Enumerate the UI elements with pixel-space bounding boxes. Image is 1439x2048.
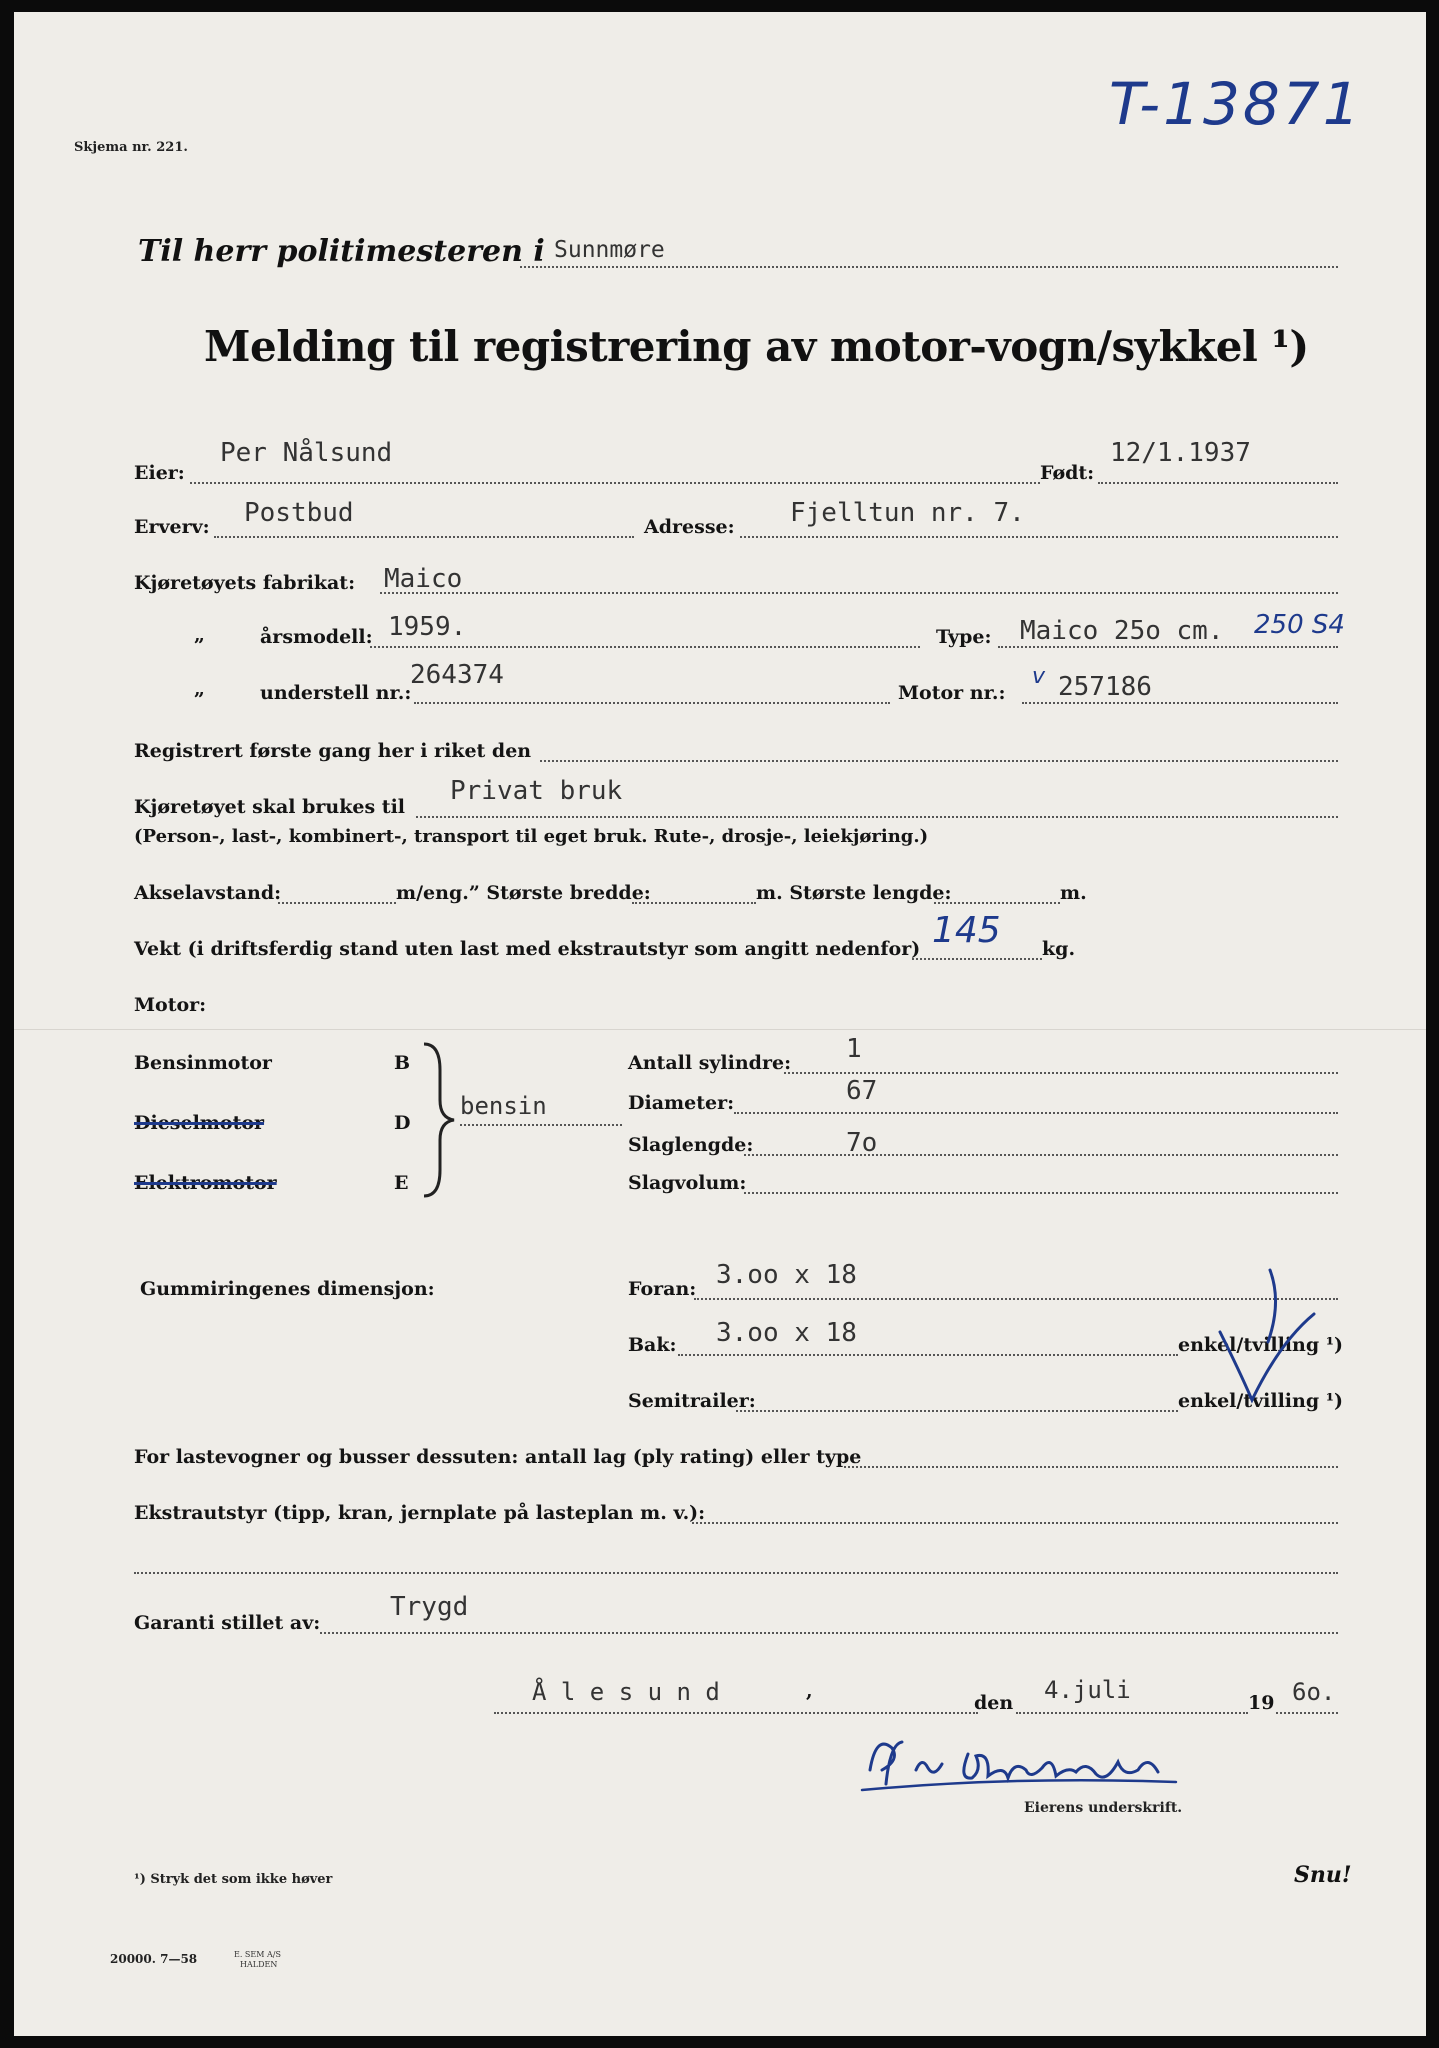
truck-bus-label: For lastevogner og busser dessuten: antall lag (ply rating) eller type — [134, 1446, 862, 1468]
occupation-label: Erverv: — [134, 516, 210, 538]
guarantee-label: Garanti stillet av: — [134, 1612, 321, 1634]
birth-value: 12/1.1937 — [1110, 438, 1251, 468]
place-value: Å l e s u n d — [532, 1678, 720, 1706]
engine-number-value: 257186 — [1058, 672, 1152, 702]
weight-unit: kg. — [1042, 938, 1076, 960]
occupation-line — [214, 536, 634, 538]
width-line — [632, 902, 756, 904]
spec-label: Antall sylindre: — [628, 1052, 792, 1074]
weight-value: 145 — [932, 910, 1001, 951]
addressee-value: Sunnmøre — [554, 237, 665, 263]
address-line — [740, 536, 1338, 538]
motor-heading: Motor: — [134, 994, 207, 1016]
ditto-mark: „ — [194, 678, 205, 700]
printer-city: HALDEN — [240, 1960, 278, 1969]
fuel-value: bensin — [460, 1092, 547, 1120]
spec-label: Slaglengde: — [628, 1134, 754, 1156]
model-year-line — [370, 646, 920, 648]
occupation-value: Postbud — [244, 498, 354, 528]
form-number: Skjema nr. 221. — [74, 140, 188, 155]
motor-type-brace — [418, 1040, 458, 1200]
year-value: 6o. — [1292, 1678, 1336, 1706]
signature-caption: Eierens underskrift. — [1024, 1800, 1183, 1816]
owner-value: Per Nålsund — [220, 438, 393, 468]
tyres-label: Gummiringenes dimensjon: — [140, 1278, 435, 1300]
length-line — [934, 902, 1060, 904]
usage-value: Privat bruk — [450, 776, 623, 806]
place-comma: , — [806, 1680, 813, 1702]
date-label: den — [974, 1692, 1014, 1714]
semitrailer-line — [736, 1410, 1178, 1412]
spec-value: 1 — [846, 1034, 862, 1064]
front-tyre-label: Foran: — [628, 1278, 697, 1300]
tyre-checkmark — [1210, 1262, 1320, 1412]
motor-type-name-struck: Dieselmotor — [134, 1112, 265, 1134]
rear-tyre-line — [678, 1354, 1178, 1356]
usage-note: (Person-, last-, kombinert-, transport til eget bruk. Rute-, drosje-, leiekjøring.) — [134, 826, 929, 847]
usage-label: Kjøretøyet skal brukes til — [134, 796, 406, 818]
birth-line — [1098, 482, 1338, 484]
printer-name: E. SEM A/S — [234, 1950, 281, 1959]
date-value: 4.juli — [1044, 1676, 1131, 1704]
spec-label: Slagvolum: — [628, 1172, 747, 1194]
footnote: ¹) Stryk det som ikke høver — [134, 1872, 333, 1887]
width-label: m/eng.” Største bredde: — [396, 882, 651, 904]
usage-line — [416, 816, 1338, 818]
first-registration-line — [540, 760, 1338, 762]
type-label: Type: — [936, 626, 992, 648]
motor-type-code: E — [394, 1172, 409, 1194]
chassis-value: 264374 — [410, 660, 504, 690]
rear-tyre-value: 3.oo x 18 — [716, 1318, 857, 1348]
weight-label: Vekt (i driftsferdig stand uten last med ekstrautstyr som angitt nedenfor) — [134, 938, 921, 960]
extra-equipment-line — [692, 1522, 1338, 1524]
semitrailer-option: enkel/tvilling ¹) — [1178, 1390, 1344, 1412]
first-registration-label: Registrert første gang her i riket den — [134, 740, 532, 762]
printer-code: 20000. 7—58 — [110, 1952, 198, 1966]
addressee-label: Til herr politimesteren i — [138, 234, 545, 269]
chassis-line — [414, 702, 890, 704]
paper-fold-line — [14, 1029, 1426, 1030]
address-label: Adresse: — [644, 516, 735, 538]
motor-type-name: Bensinmotor — [134, 1052, 272, 1074]
registration-form-page — [14, 12, 1426, 2036]
fuel-line — [460, 1124, 622, 1126]
spec-line — [784, 1072, 1338, 1074]
engine-number-checkmark: v — [1032, 664, 1046, 689]
rear-tyre-option: enkel/tvilling ¹) — [1178, 1334, 1344, 1356]
type-line — [998, 646, 1338, 648]
rear-tyre-label: Bak: — [628, 1334, 677, 1356]
wheelbase-line — [278, 902, 396, 904]
year-line — [1276, 1712, 1338, 1714]
spec-value: 7o — [846, 1128, 878, 1158]
extra-equipment-line-2 — [134, 1572, 1338, 1574]
year-prefix: 19 — [1248, 1692, 1275, 1714]
engine-number-line — [1022, 702, 1338, 704]
semitrailer-label: Semitrailer: — [628, 1390, 756, 1412]
make-line — [380, 592, 1338, 594]
model-year-value: 1959. — [388, 612, 467, 642]
spec-line — [744, 1192, 1338, 1194]
spec-label: Diameter: — [628, 1092, 735, 1114]
guarantee-value: Trygd — [390, 1592, 469, 1622]
length-unit: m. — [1060, 882, 1087, 904]
front-tyre-value: 3.oo x 18 — [716, 1260, 857, 1290]
model-year-label: årsmodell: — [260, 626, 373, 648]
motor-type-code: B — [394, 1052, 411, 1074]
birth-label: Født: — [1040, 462, 1095, 484]
owner-label: Eier: — [134, 462, 185, 484]
form-title: Melding til registrering av motor-vogn/sykkel ¹) — [204, 322, 1309, 371]
motor-type-name-struck: Elektromotor — [134, 1172, 277, 1194]
turn-over-note: Snu! — [1294, 1862, 1352, 1888]
owner-line — [190, 482, 1040, 484]
wheelbase-label: Akselavstand: — [134, 882, 282, 904]
chassis-label: understell nr.: — [260, 682, 412, 704]
type-handwritten-note: 250 S4 — [1254, 610, 1345, 640]
motor-type-code: D — [394, 1112, 411, 1134]
make-value: Maico — [384, 564, 463, 594]
ditto-mark: „ — [194, 624, 205, 646]
spec-value: 67 — [846, 1076, 878, 1106]
address-value: Fjelltun nr. 7. — [790, 498, 1025, 528]
extra-equipment-label: Ekstrautstyr (tipp, kran, jernplate på lasteplan m. v.): — [134, 1502, 706, 1524]
type-value: Maico 25o cm. — [1020, 616, 1224, 646]
engine-number-label: Motor nr.: — [898, 682, 1006, 704]
guarantee-line — [320, 1632, 1338, 1634]
weight-line — [912, 958, 1042, 960]
owner-signature — [856, 1714, 1196, 1804]
spec-line — [744, 1154, 1338, 1156]
spec-line — [734, 1112, 1338, 1114]
archive-number-stamp: T-13871 — [1109, 70, 1363, 138]
truck-bus-line — [844, 1466, 1338, 1468]
make-label: Kjøretøyets fabrikat: — [134, 572, 356, 594]
length-label: m. Største lengde: — [756, 882, 952, 904]
addressee-line — [520, 266, 1338, 268]
